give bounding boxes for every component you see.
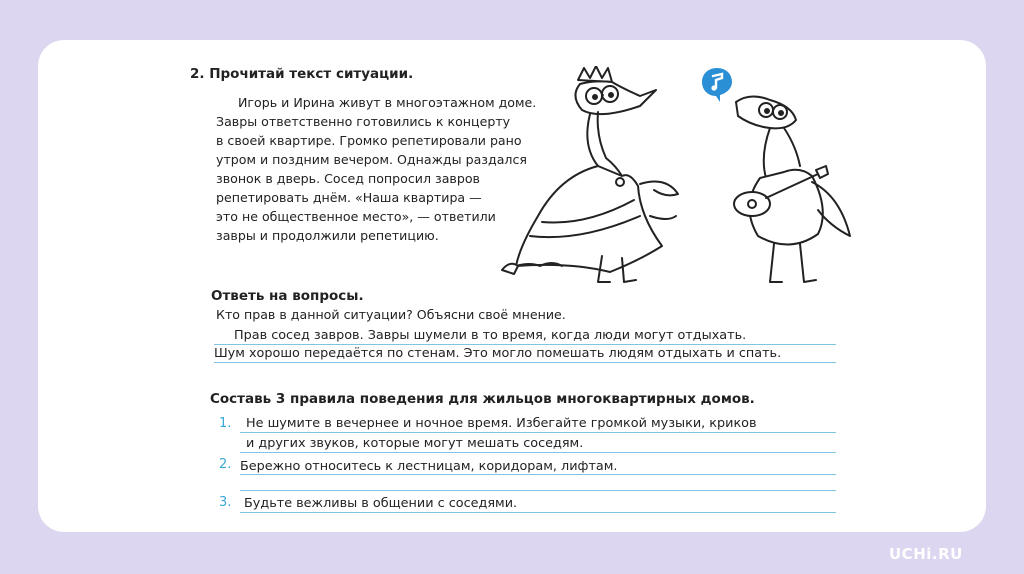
rule-number: 2. [219,457,232,472]
story-line: Игорь и Ирина живут в многоэтажном доме. [238,95,537,110]
rule-line: и других звуков, которые могут мешать соседям. [246,436,584,451]
story-line: звонок в дверь. Сосед попросил завров [216,171,480,186]
rule-underline [240,512,836,513]
music-note-icon [700,66,734,104]
rule-underline [240,452,836,453]
rule-underline [240,490,836,491]
rules-heading: Составь 3 правила поведения для жильцов многоквартирных домов. [210,391,755,407]
rule-line: Не шумите в вечернее и ночное время. Избегайте громкой музыки, криков [246,416,757,431]
queen-zavr-icon [490,66,690,286]
rule-line: Будьте вежливы в общении с соседями. [244,496,518,511]
story-line: это не общественное место», — ответили [216,209,496,224]
story-line: в своей квартире. Громко репетировали рано [216,133,522,148]
story-line: утром и поздним вечером. Однажды раздался [216,152,527,167]
guitar-zavr-icon [700,86,860,286]
rule-underline [240,474,836,475]
rule-line: Бережно относитесь к лестницам, коридорам, лифтам. [240,459,618,474]
questions-heading: Ответь на вопросы. [211,288,364,304]
rule-number: 3. [219,495,232,510]
story-line: репетировать днём. «Наша квартира — [216,190,482,205]
answer-underline [214,344,836,345]
story-line: завры и продолжили репетицию. [216,228,439,243]
brand-logo: UCHi.RU [889,545,963,563]
answer-underline [214,362,836,363]
answer-line: Прав сосед завров. Завры шумели в то время, когда люди могут отдыхать. [234,328,747,343]
story-line: Завры ответственно готовились к концерту [216,114,511,129]
rule-underline [240,432,836,433]
task-heading: 2. Прочитай текст ситуации. [190,66,414,82]
answer-line: Шум хорошо передаётся по стенам. Это могло помешать людям отдыхать и спать. [214,346,782,361]
rule-number: 1. [219,416,232,431]
question-text: Кто прав в данной ситуации? Объясни своё мнение. [216,307,566,322]
